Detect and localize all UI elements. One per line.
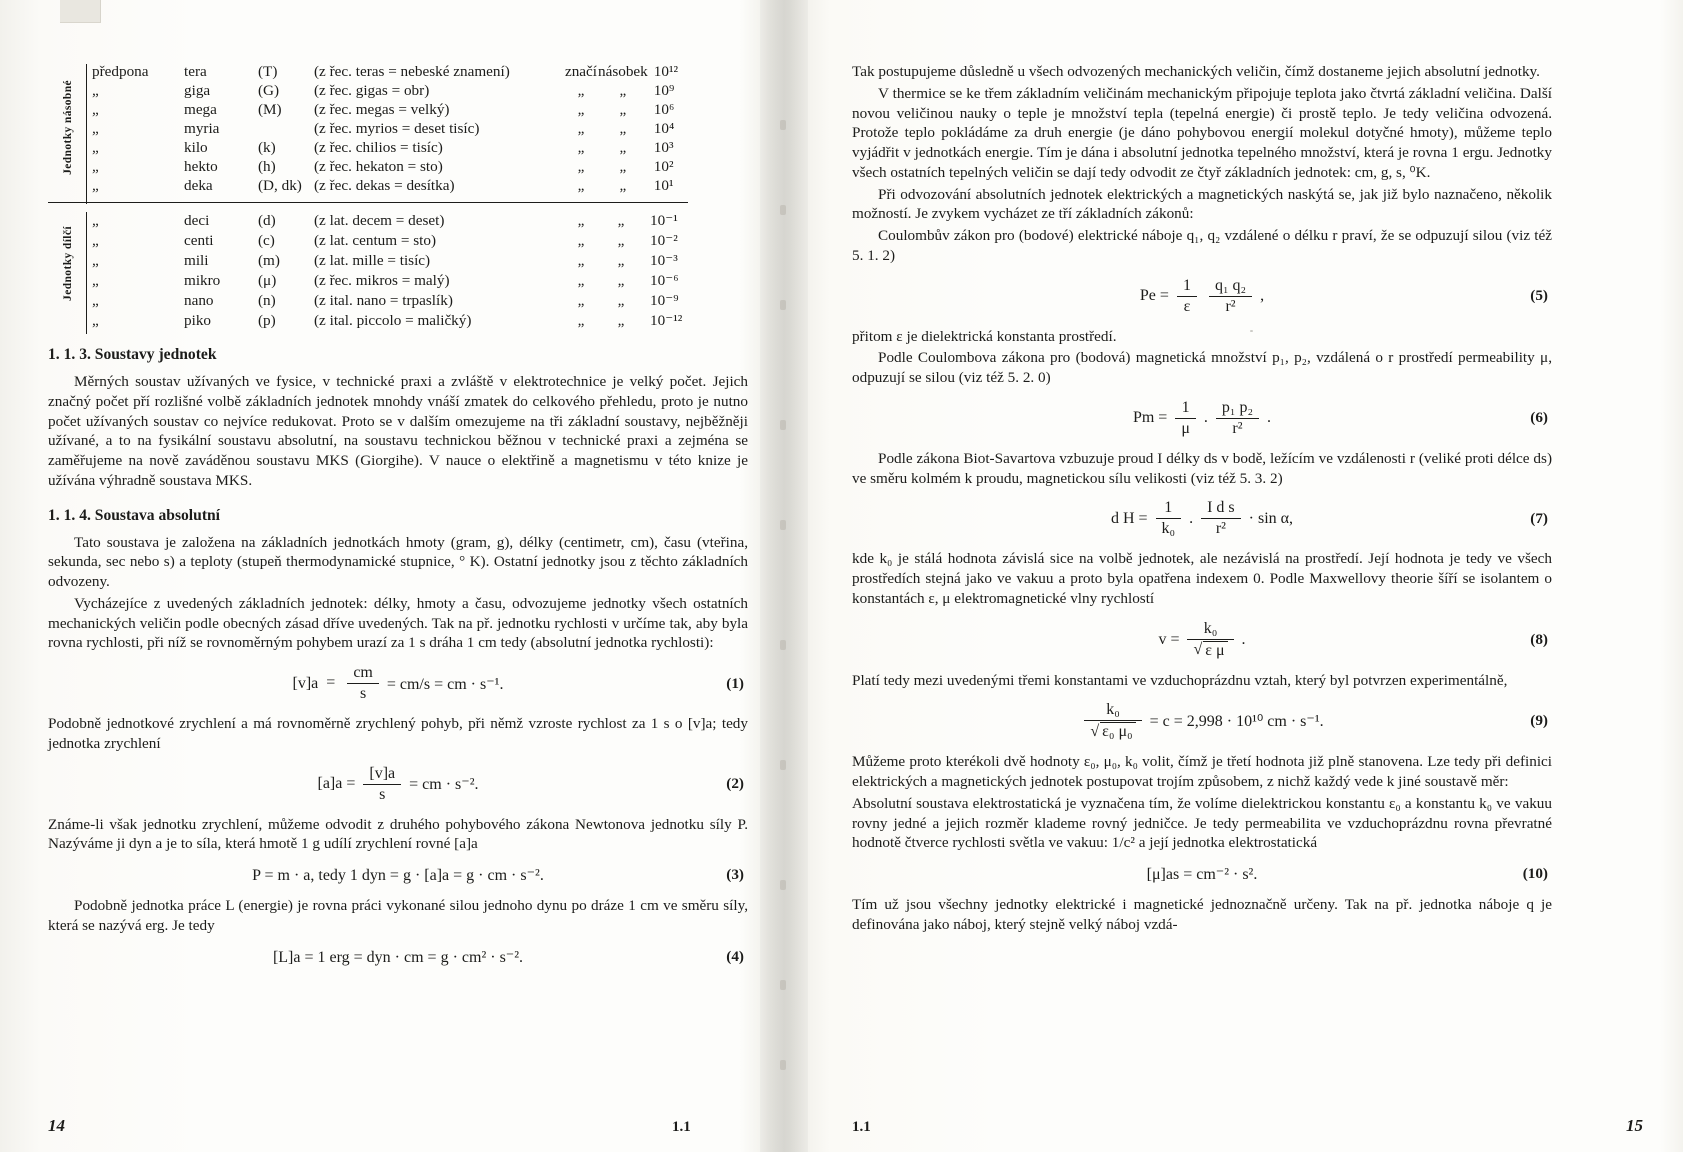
paragraph-magneticka-mnozstvi: Podle Coulombova zákona pro (bodová) magnetická množství p₁, p₂, vzdálená o r prostředí permeability μ, odpuzují se silou (viz též 5. 2. 0)	[852, 349, 1552, 386]
eq5-lhs: Pe =	[1139, 287, 1169, 304]
cell-note1: „	[577, 271, 585, 289]
cell-name: mikro	[184, 271, 221, 289]
cell-name: centi	[184, 231, 214, 249]
paragraph-absolutni-zaklad: Tato soustava je založena na základních jednotkách hmoty (gram, g), délky (centimetr, cm), času (vteřina, sekunda, sec nebo s) a teploty (stupeň thermodynamické stupnice, ° K). Ostatní jednotky jsou z těchto základních odvozeny.	[48, 533, 748, 590]
eq8-lhs: v =	[1158, 630, 1180, 648]
cell-etymology: (z řec. chilios = tisíc)	[314, 138, 443, 156]
cell-prefix: „	[92, 119, 99, 137]
eq6-f1-denominator: μ	[1181, 419, 1190, 437]
multiples-bracket	[86, 64, 87, 204]
eq3-number: (3)	[726, 866, 744, 883]
eq5-f2-denominator: r²	[1225, 297, 1236, 315]
right-page-column	[852, 62, 1552, 937]
cell-name: mega	[184, 100, 217, 118]
sqrt-icon: √	[1090, 722, 1100, 740]
paragraph-soustavy-jednotek: Měrných soustav užívaných ve fysice, v technické praxi a zvláště v elektrotechnice je velký počet. Jejich značný počet pří rozlišné volbě základních jednotek mnohdy vnáší zmatek do celkového přehledu, proto je nutno počet užívaných soustav co nejvíce redukovat. Proto se v dalším omezujeme na tři základní soustavy, nejběžněji užívané, a to na fysikální soustavu absolutní, na soustavu technickou běžnou v technické praxi a zejména se zaměřujeme na nově zaváděnou soustavu MKS (Giorgihe). V nauce o elektřině a magnetismu v této knize je užívána výhradně soustava MKS.	[48, 373, 748, 489]
cell-note2: „	[617, 211, 625, 229]
table-row	[48, 119, 678, 138]
eq1-lhs: [v]a	[292, 674, 319, 692]
table-row	[48, 62, 678, 81]
cell-etymology: (z řec. megas = velký)	[314, 100, 450, 118]
cell-power: 10⁻⁶	[650, 271, 679, 289]
eq7-f2-denominator: r²	[1215, 520, 1226, 538]
submultiples-bracket	[86, 212, 87, 334]
eq9-radicand: ε₀ μ₀	[1100, 722, 1135, 741]
multiples-table	[48, 62, 678, 195]
prefix-table	[48, 62, 748, 330]
eq7-dot: .	[1189, 509, 1194, 527]
eq1-number: (1)	[726, 674, 744, 692]
eq1-denominator: s	[359, 685, 367, 702]
cell-symbol: (M)	[258, 100, 282, 118]
cell-symbol: (m)	[258, 251, 280, 269]
page-number-left: 14	[48, 1116, 65, 1135]
cell-power: 10¹²	[653, 62, 679, 80]
submultiples-table	[48, 210, 682, 330]
left-page-column	[48, 0, 748, 978]
cell-etymology: (z řec. teras = nebeské znamení)	[314, 62, 510, 80]
section-heading-1-1-3: 1. 1. 3. Soustavy jednotek	[48, 346, 217, 363]
cell-symbol: (k)	[258, 138, 276, 156]
eq5-number: (5)	[1530, 287, 1548, 304]
eq5-fraction-2	[1209, 277, 1252, 316]
cell-etymology: (z ital. nano = trpaslík)	[314, 291, 453, 309]
cell-prefix: předpona	[92, 62, 149, 80]
cell-name: kilo	[184, 138, 208, 156]
eq5-f1-numerator: 1	[1177, 277, 1197, 297]
paragraph-odvozene-jednotky: Vycházejíce z uvedených základních jednotek: délky, hmoty a času, odvozujeme jednotky všech ostatních mechanických veličin podle obecných zásad dříve uvedených. Tak na př. jednotku rychlosti v určíme tak, aby byla rovna rychlosti, při níž se rovnoměrným pohybem urazí za 1 s dráha 1 cm tedy (absolutní jednotka rychlosti):	[48, 594, 748, 652]
eq6-fraction-2	[1216, 399, 1259, 438]
cell-name: piko	[184, 311, 212, 329]
eq8-numerator: k₀	[1187, 620, 1233, 640]
cell-prefix: „	[92, 231, 99, 249]
eq1-numerator: cm	[347, 664, 379, 684]
cell-note2: „	[617, 291, 625, 309]
cell-note1: „	[577, 311, 585, 329]
cell-note1: „	[577, 81, 585, 99]
cell-power: 10⁻¹²	[650, 311, 683, 329]
table-row	[48, 270, 682, 290]
eq2-number: (2)	[726, 775, 744, 792]
paragraph-absolutni-elektricke: Při odvozování absolutních jednotek elektrických a magnetických naskýtá se, jak již bylo naznačeno, několik možností. Je zvykem vycházet ze tří základních zákonů:	[852, 185, 1552, 223]
eq6-number: (6)	[1530, 409, 1548, 427]
eq2-rhs: = cm · s⁻².	[409, 776, 479, 793]
eq8-fraction	[1187, 620, 1233, 660]
paragraph-konstanta-k0: kde k₀ je stálá hodnota závislá sice na volbě jednotek, ale nezávislá na prostředí. Její hodnota je tedy ve všech prostředích stejná jako ve vakuu a proto byla opatřena indexem 0. Podle Maxwellovy theorie šíří se isolantem o konstantách ε, μ elektromagnetické vlny rychlostí	[852, 550, 1552, 607]
eq8-tail: .	[1241, 630, 1246, 648]
cell-prefix: „	[92, 100, 99, 118]
cell-prefix: „	[92, 251, 99, 269]
paragraph-zrychleni: Podobně jednotkové zrychlení a má rovnoměrně zrychlený pohyb, při němž vzroste rychlost za 1 s o [v]a; tedy jednotka zrychlení	[48, 715, 748, 752]
cell-power: 10⁻¹	[650, 211, 678, 229]
eq7-lhs: d H =	[1110, 509, 1148, 527]
eq6-lhs: Pm =	[1132, 409, 1168, 427]
section-mark-right: 1.1	[852, 1119, 871, 1135]
paragraph-biot-savart: Podle zákona Biot-Savartova vzbuzuje proud I délky ds v bodě, ležícím ve vzdálenosti r (veliké proti délce ds) ve směru kolmém k proudu, magnetickou sílu velikosti (viz též 5. 3. 2)	[852, 449, 1552, 487]
cell-prefix: „	[92, 81, 99, 99]
equation-5	[852, 277, 1552, 316]
eq9-denominator	[1084, 721, 1141, 741]
cell-power: 10⁹	[653, 81, 675, 99]
cell-symbol: (p)	[258, 311, 276, 329]
cell-power: 10²	[653, 157, 674, 175]
page-number-right: 15	[1626, 1116, 1643, 1135]
paragraph-dyn: Známe-li však jednotku zrychlení, můžeme odvodit z druhého pohybového zákona Newtonova jednotku síly P. Nazýváme ji dyn a je to síla, která hmotě 1 g udílí zrychlení rovné [a]a	[48, 815, 748, 853]
eq4-number: (4)	[726, 947, 744, 965]
cell-note2: „	[617, 271, 625, 289]
equation-3	[48, 865, 748, 885]
table-row	[48, 310, 682, 330]
table-row	[48, 81, 678, 100]
cell-prefix: „	[92, 157, 99, 175]
section-heading-1-1-4: 1. 1. 4. Soustava absolutní	[48, 506, 221, 524]
table-divider	[48, 202, 688, 203]
eq8-radicand: ε μ	[1203, 641, 1227, 660]
cell-power: 10⁻³	[650, 251, 678, 269]
cell-name: nano	[184, 291, 214, 309]
eq2-denominator: s	[379, 785, 386, 803]
sqrt-icon: √	[1193, 641, 1203, 658]
cell-note2: „	[619, 157, 627, 175]
eq5-tail: ,	[1260, 287, 1265, 304]
eq6-tail: .	[1267, 409, 1272, 427]
eq7-fraction-1	[1156, 499, 1182, 538]
equation-8	[852, 620, 1552, 660]
cell-note2: „	[617, 311, 625, 329]
cell-symbol: (G)	[258, 81, 280, 99]
cell-prefix: „	[92, 311, 99, 329]
cell-note2: „	[617, 231, 625, 249]
cell-prefix: „	[92, 138, 99, 156]
cell-power: 10⁶	[653, 100, 675, 118]
eq3-body: P = m · a, tedy 1 dyn = g · [a]a = g · cm · s⁻².	[252, 867, 544, 884]
table-row	[48, 176, 678, 195]
cell-note1: „	[577, 176, 585, 194]
eq5-f1-denominator: ε	[1183, 297, 1191, 315]
cell-etymology: (z ital. piccolo = maličký)	[314, 311, 472, 329]
cell-note2: „	[619, 81, 627, 99]
equation-7	[852, 499, 1552, 538]
cell-symbol: (d)	[258, 211, 276, 229]
cell-etymology: (z lat. mille = tisíc)	[314, 251, 431, 269]
eq6-fraction-1	[1175, 399, 1196, 438]
equation-2	[48, 765, 748, 804]
paragraph-odvozene-mech: Tak postupujeme důsledně u všech odvozených mechanických veličin, čímž dostaneme jejich absolutní jednotky.	[852, 63, 1540, 80]
cell-symbol: (μ)	[258, 271, 277, 289]
eq5-fraction-1	[1177, 277, 1197, 316]
cell-symbol: (D, dk)	[258, 176, 302, 194]
eq1-rhs: = cm/s = cm · s⁻¹.	[386, 675, 504, 693]
submultiples-group-label: Jednotky dílčí	[62, 226, 74, 301]
cell-note1: „	[577, 251, 585, 269]
table-row	[48, 157, 678, 176]
cell-name: hekto	[184, 157, 218, 175]
section-mark-left: 1.1	[672, 1119, 691, 1135]
eq2-fraction	[363, 765, 401, 804]
cell-etymology: (z řec. mikros = malý)	[314, 271, 450, 289]
cell-note2: „	[617, 251, 625, 269]
cell-etymology: (z lat. decem = deset)	[314, 211, 445, 229]
cell-name: mili	[184, 251, 209, 269]
cell-etymology: (z lat. centum = sto)	[314, 231, 437, 249]
eq6-dot: .	[1203, 409, 1208, 427]
eq2-numerator: [v]a	[363, 765, 401, 785]
cell-symbol: (c)	[258, 231, 275, 249]
paragraph-tri-zpusoby: Můžeme proto kterékoli dvě hodnoty ε₀, μ₀, k₀ volit, čímž je třetí hodnota již plně stanovena. Lze tedy při definici elektrických a magnetických jednotek postupovat trojím způsobem, z nichž každý vede k jiné soustavě měr:	[852, 753, 1552, 790]
paragraph-jednotka-naboje: Tím už jsou všechny jednotky elektrické i magnetické jednoznačně určeny. Tak na př. jednotka náboje q je definována jako náboj, který stejně velký náboj vzdá-	[852, 896, 1552, 933]
cell-note2: „	[619, 100, 627, 118]
cell-symbol: (h)	[258, 157, 276, 175]
paragraph-erg: Podobně jednotka práce L (energie) je rovna práci vykonané silou jednoho dynu po dráze 1 cm ve směru síly, která se nazývá erg. Je tedy	[48, 897, 748, 934]
cell-note1: značí	[564, 62, 598, 80]
cell-prefix: „	[92, 176, 99, 194]
eq9-number: (9)	[1530, 712, 1548, 730]
eq7-tail: · sin α,	[1248, 509, 1294, 527]
cell-prefix: „	[92, 291, 99, 309]
equation-1: [v]a = $\frac{cm}{s}$ = cm/s = cm · s⁻¹. (1)	[292, 664, 744, 702]
eq9-fraction	[1084, 701, 1141, 741]
cell-note1: „	[577, 291, 585, 309]
cell-name: giga	[184, 81, 211, 99]
cell-etymology: (z řec. myrios = deset tisíc)	[314, 119, 480, 137]
cell-etymology: (z řec. dekas = desítka)	[314, 176, 455, 194]
eq5-f2-numerator: q₁ q₂	[1209, 277, 1252, 297]
table-row	[48, 210, 682, 230]
equation-10	[852, 864, 1552, 884]
paragraph-elektrostaticka-soustava: Absolutní soustava elektrostatická je vyznačena tím, že volíme dielektrickou konstantu ε₀ a konstantu k₀ ve vakuu rovny jedné a jejich rozměr klademe rovný jedničce. Je tedy permeabilita ve vzduchoprázdnu rovna převratné hodnotě čtverce rychlosti světla ve vakuu: 1/c² a její jednotka elektrostatická	[852, 794, 1552, 852]
equation-9	[852, 701, 1552, 741]
table-row	[48, 290, 682, 310]
equation-6	[852, 399, 1552, 438]
cell-note1: „	[577, 138, 585, 156]
table-row	[48, 230, 682, 250]
cell-note2: „	[619, 176, 627, 194]
cell-note1: „	[577, 211, 585, 229]
cell-note2: „	[619, 119, 627, 137]
equation-4	[48, 947, 748, 967]
eq8-denominator	[1187, 640, 1233, 660]
eq10-number: (10)	[1522, 865, 1548, 882]
eq6-f2-denominator: r²	[1232, 419, 1243, 437]
cell-note1: „	[577, 231, 585, 249]
cell-symbol: (T)	[258, 62, 278, 80]
cell-note1: „	[577, 119, 585, 137]
paragraph-dielektricka-konstanta: přitom ε je dielektrická konstanta prostředí.	[852, 327, 1117, 345]
cell-power: 10⁻⁹	[650, 291, 679, 309]
table-row	[48, 138, 678, 157]
cell-note1: „	[577, 100, 585, 118]
paragraph-vztah-konstant: Platí tedy mezi uvedenými třemi konstantami ve vzduchoprázdnu vztah, který byl potvrzen experimentálně,	[852, 671, 1508, 689]
multiples-group-label: Jednotky násobné	[62, 80, 74, 175]
cell-etymology: (z řec. hekaton = sto)	[314, 157, 443, 175]
cell-prefix: „	[92, 211, 99, 229]
cell-name: deka	[184, 176, 213, 194]
cell-name: tera	[184, 62, 207, 80]
cell-name: myria	[184, 119, 220, 137]
eq9-rhs: = c = 2,998 · 10¹⁰ cm · s⁻¹.	[1149, 713, 1324, 731]
cell-power: 10⁴	[653, 119, 675, 137]
eq7-f2-numerator: I d s	[1201, 499, 1241, 519]
cell-symbol: (n)	[258, 291, 276, 309]
table-row	[48, 250, 682, 270]
cell-note2: násobek	[598, 62, 648, 80]
cell-symbol	[258, 119, 314, 138]
cell-note2: „	[619, 138, 627, 156]
cell-power: 10¹	[653, 176, 674, 194]
eq4-body: [L]a = 1 erg = dyn · cm = g · cm² · s⁻².	[272, 948, 524, 966]
eq10-body: [μ]as = cm⁻² · s².	[1146, 866, 1258, 883]
cell-etymology: (z řec. gigas = obr)	[314, 81, 430, 99]
eq6-f2-numerator: p₁ p₂	[1216, 399, 1259, 419]
eq7-fraction-2	[1201, 499, 1241, 538]
cell-note1: „	[577, 157, 585, 175]
cell-power: 10⁻²	[650, 231, 678, 249]
eq8-number: (8)	[1530, 630, 1548, 648]
table-row	[48, 100, 678, 119]
paragraph-coulombuv-zakon: Coulombův zákon pro (bodové) elektrické náboje q₁, q₂ vzdálené o délku r praví, že se odpuzují silou (viz též 5. 1. 2)	[852, 227, 1552, 264]
eq7-number: (7)	[1530, 509, 1548, 527]
cell-prefix: „	[92, 271, 99, 289]
eq6-f1-numerator: 1	[1175, 399, 1196, 419]
eq7-f1-denominator: k₀	[1161, 520, 1176, 538]
binding-stitch-marks	[778, 0, 792, 1152]
eq9-numerator: k₀	[1084, 701, 1141, 721]
eq7-f1-numerator: 1	[1156, 499, 1182, 519]
cell-power: 10³	[653, 138, 674, 156]
cell-name: deci	[184, 211, 210, 229]
eq2-lhs: [a]a =	[317, 775, 356, 792]
eq1-fraction	[347, 664, 379, 703]
paragraph-thermika: V thermice se ke třem základním veličinám mechanickým připojuje teplota jako čtvrtá základní veličina. Další novou veličinou nauky o teple je množství tepla (tepelná energie) či prostě teplo. Je tedy veličina odvozená. Protože teplo pokládáme za druh energie (je dáno pohybovou energií molekul dotyčné hmoty), můžeme teplo vyjádřit v jednotkách energie. Tím je dána i absolutní jednotka tepelného množství, která je rovna 1 ergu. Jednotky všech ostatních tepelných veličin se dají tedy odvodit ze čtyř základních jednotek: cm, g, s, ⁰K.	[852, 84, 1552, 181]
